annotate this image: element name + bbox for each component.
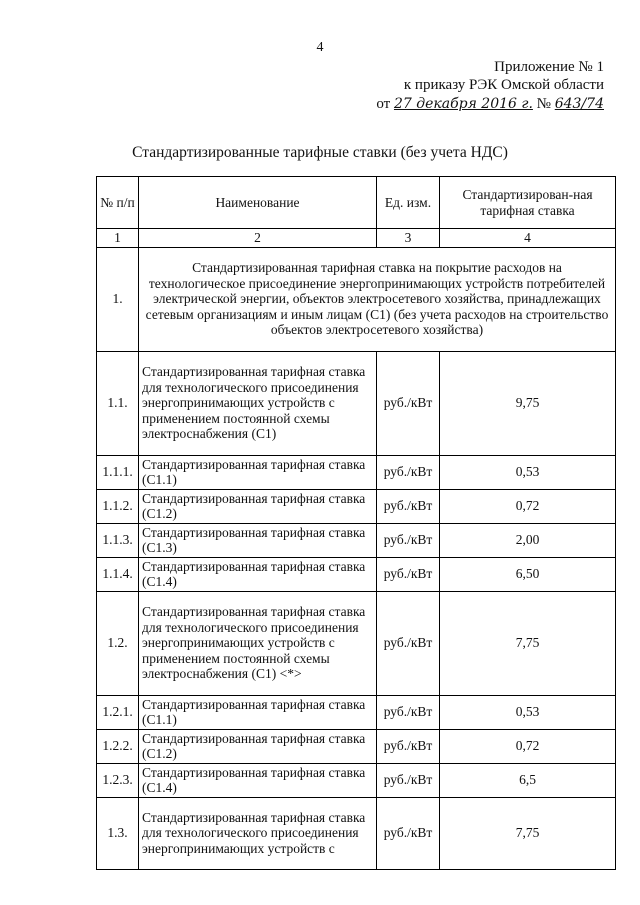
row-num: 1.1. (97, 351, 139, 455)
section-num: 1. (97, 247, 139, 351)
colnum-2: 2 (139, 229, 377, 248)
section-description: Стандартизированная тарифная ставка на покрытие расходов на технологическое присоединение энергопринимающих устройств потребителей электрической энергии, объектов электросетевого хозяйства, принадлежащих сетевым организациям и иным лицам (С1) (без учета расходов на строительство объектов электросетевого хозяйства) (139, 247, 616, 351)
row-value: 7,75 (440, 797, 616, 869)
row-name: Стандартизированная тарифная ставка (С1.2) (139, 489, 377, 523)
row-name: Стандартизированная тарифная ставка (С1.1) (139, 455, 377, 489)
table-row (97, 351, 616, 455)
appendix-order-ref: к приказу РЭК Омской области (403, 77, 604, 93)
row-unit: руб./кВт (377, 455, 440, 489)
row-name: Стандартизированная тарифная ставка (С1.4) (139, 763, 377, 797)
colnum-4: 4 (440, 229, 616, 248)
row-unit: руб./кВт (377, 797, 440, 869)
section-row (97, 247, 616, 351)
table-row (97, 455, 616, 489)
row-unit: руб./кВт (377, 729, 440, 763)
row-num: 1.3. (97, 797, 139, 869)
row-unit: руб./кВт (377, 489, 440, 523)
table-row (97, 591, 616, 695)
row-value: 7,75 (440, 591, 616, 695)
header-value: Стандартизирован-ная тарифная ставка (440, 177, 616, 229)
date-prefix: от (376, 96, 391, 112)
row-value: 0,72 (440, 729, 616, 763)
handwritten-date: 27 декабря 2016 г. (393, 96, 533, 112)
column-number-row (97, 229, 616, 248)
row-unit: руб./кВт (377, 523, 440, 557)
row-unit: руб./кВт (377, 557, 440, 591)
page-number: 4 (316, 40, 324, 55)
row-num: 1.2.1. (97, 695, 139, 729)
row-num: 1.1.4. (97, 557, 139, 591)
header-num: № п/п (97, 177, 139, 229)
handwritten-number: 643/74 (554, 96, 604, 112)
header-name: Наименование (139, 177, 377, 229)
row-value: 0,53 (440, 455, 616, 489)
table-header-row (97, 177, 616, 229)
row-name: Стандартизированная тарифная ставка для технологического присоединения энергопринимающих устройств с применением постоянной схемы электроснабжения (С1) (139, 351, 377, 455)
row-num: 1.2.3. (97, 763, 139, 797)
table-row (97, 523, 616, 557)
row-unit: руб./кВт (377, 591, 440, 695)
row-value: 6,5 (440, 763, 616, 797)
appendix-title: Приложение № 1 (494, 59, 604, 75)
document-title: Стандартизированные тарифные ставки (без учета НДС) (132, 144, 508, 161)
row-name: Стандартизированная тарифная ставка (С1.2) (139, 729, 377, 763)
row-num: 1.2. (97, 591, 139, 695)
row-value: 9,75 (440, 351, 616, 455)
row-unit: руб./кВт (377, 695, 440, 729)
row-value: 0,72 (440, 489, 616, 523)
row-value: 6,50 (440, 557, 616, 591)
row-name: Стандартизированная тарифная ставка для технологического присоединения энергопринимающих устройств с (139, 797, 377, 869)
row-name: Стандартизированная тарифная ставка для технологического присоединения энергопринимающих устройств с применением постоянной схемы электроснабжения (С1) <*> (139, 591, 377, 695)
table-row (97, 797, 616, 869)
colnum-3: 3 (377, 229, 440, 248)
table-row (97, 729, 616, 763)
table-row (97, 489, 616, 523)
row-value: 0,53 (440, 695, 616, 729)
row-name: Стандартизированная тарифная ставка (С1.1) (139, 695, 377, 729)
row-name: Стандартизированная тарифная ставка (С1.3) (139, 523, 377, 557)
tariff-table (96, 176, 616, 870)
row-value: 2,00 (440, 523, 616, 557)
row-name: Стандартизированная тарифная ставка (С1.4) (139, 557, 377, 591)
colnum-1: 1 (97, 229, 139, 248)
row-num: 1.1.3. (97, 523, 139, 557)
appendix-date-line (376, 95, 604, 113)
table-row (97, 763, 616, 797)
row-num: 1.1.2. (97, 489, 139, 523)
number-prefix: № (536, 96, 551, 112)
row-unit: руб./кВт (377, 763, 440, 797)
table-row (97, 695, 616, 729)
header-unit: Ед. изм. (377, 177, 440, 229)
row-num: 1.1.1. (97, 455, 139, 489)
row-unit: руб./кВт (377, 351, 440, 455)
table-row (97, 557, 616, 591)
row-num: 1.2.2. (97, 729, 139, 763)
